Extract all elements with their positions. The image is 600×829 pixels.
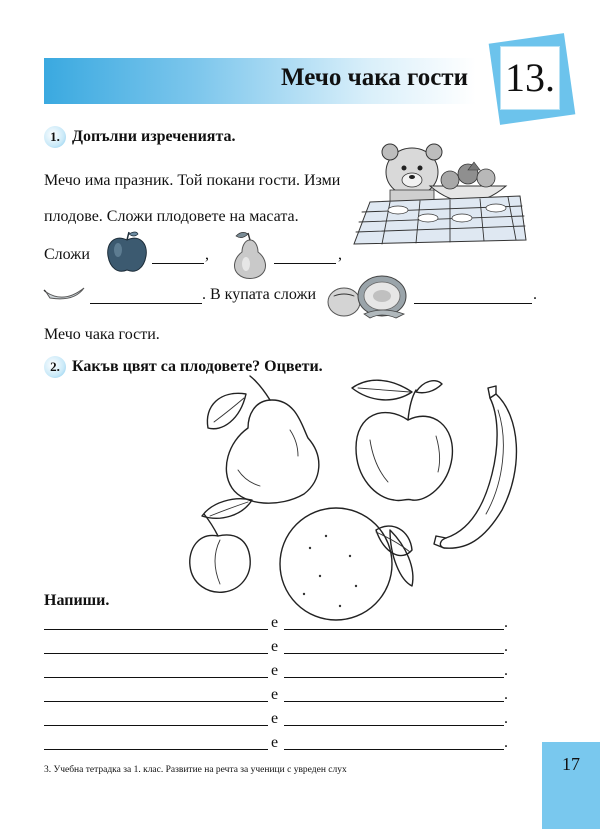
write-row: е . (44, 684, 508, 704)
bear-icon (382, 144, 442, 202)
pear-outline-icon (207, 376, 318, 503)
tablecloth-icon (354, 196, 526, 244)
task-1-heading (44, 126, 236, 148)
lesson-number-badge (488, 36, 572, 124)
task-1-line-2: плодове. Сложи плодовете на масата. (44, 208, 299, 225)
write-blank-left[interactable] (44, 701, 268, 702)
apple-small-icon (104, 228, 150, 276)
write-row: е . (44, 708, 508, 728)
write-blank-right[interactable] (284, 725, 504, 726)
write-blank-left[interactable] (44, 677, 268, 678)
banana-small-icon (44, 282, 86, 304)
write-blank-left[interactable] (44, 725, 268, 726)
task-2-heading-text: Какъв цвят са плодовете? Оцвети. (72, 358, 323, 375)
blank-banana[interactable] (90, 290, 202, 304)
blank-melon[interactable] (414, 290, 532, 304)
write-blank-right[interactable] (284, 653, 504, 654)
page-number-tab (542, 742, 600, 829)
task-1-last-line: Мечо чака гости. (44, 326, 160, 343)
fruit-bowl-icon (430, 162, 506, 202)
blank-pear[interactable] (274, 250, 336, 264)
task-2-number: 2. (44, 356, 66, 378)
apple-outline-icon (352, 380, 452, 500)
title-bar (44, 58, 476, 104)
task-1-line-3 (44, 246, 90, 264)
banana-outline-icon (434, 386, 516, 548)
blank-apple[interactable] (152, 250, 204, 264)
comma-2: , (338, 246, 342, 263)
put-word: Сложи (44, 246, 90, 263)
write-row: е . (44, 732, 508, 752)
write-row: е . (44, 636, 508, 656)
task-1-heading-text: Допълни изреченията. (72, 128, 236, 145)
end-dot: . (533, 286, 537, 303)
write-blank-right[interactable] (284, 629, 504, 630)
task-1-line-1: Мечо има празник. Той покани гости. Изми (44, 172, 341, 189)
write-blank-right[interactable] (284, 701, 504, 702)
melon-small-icon (326, 272, 412, 320)
pear-small-icon (228, 230, 272, 282)
write-row: е . (44, 660, 508, 680)
write-blank-left[interactable] (44, 653, 268, 654)
bear-table-illustration (350, 140, 530, 250)
coloring-fruits-illustration (180, 370, 540, 600)
write-blank-right[interactable] (284, 749, 504, 750)
write-heading: Напиши. (44, 592, 110, 609)
lesson-number: 13. (505, 55, 555, 100)
write-row: е . (44, 612, 508, 632)
task-1-number: 1. (44, 126, 66, 148)
page-title: Мечо чака гости (281, 64, 468, 91)
apricot-outline-icon (190, 499, 252, 592)
comma-1: , (205, 246, 209, 263)
write-blank-right[interactable] (284, 677, 504, 678)
page-number: 17 (562, 754, 580, 774)
footer-text: 3. Учебна тетрадка за 1. клас. Развитие на речта за ученици с увреден слух (44, 765, 347, 775)
write-blank-left[interactable] (44, 749, 268, 750)
bowl-text: . В купата сложи (202, 286, 317, 303)
orange-outline-icon (280, 508, 413, 620)
write-blank-left[interactable] (44, 629, 268, 630)
